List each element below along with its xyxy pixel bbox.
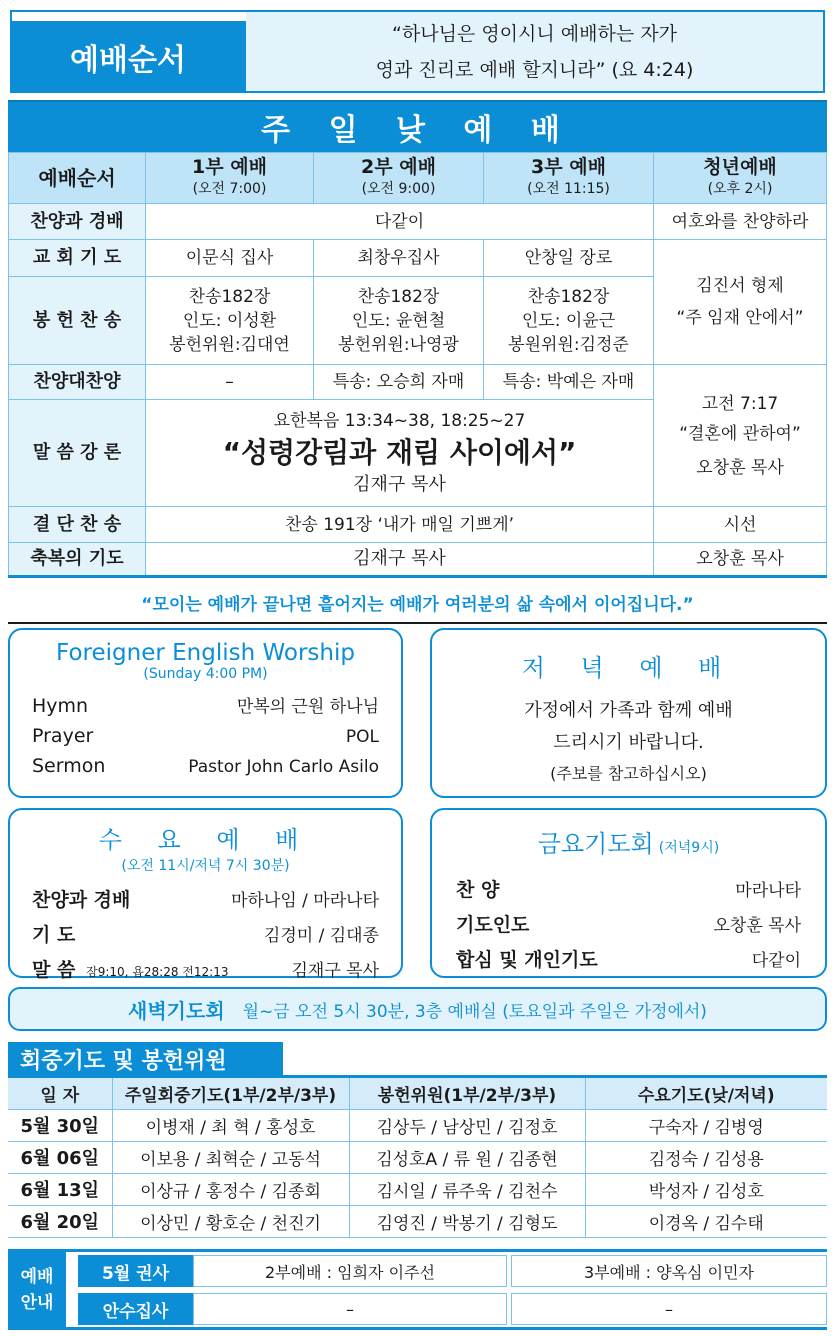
row-prayer [9,240,827,277]
choir-3: 특송: 박예은 자매 [484,365,654,400]
english-row: Prayer POL [32,725,379,747]
guide-row1-b: 3부예배 : 양옥심 이민자 [511,1255,827,1287]
row-label: 찬양대찬양 [9,365,146,400]
wednesday-row: 말 씀 잠9:10, 욥28:28 전12:13 김재구 목사 [32,959,379,981]
evening-line-2: 드리시기 바랍니다. [553,732,704,753]
sunday-table [8,152,827,578]
header-quote [246,12,823,91]
prayer-roster-table [8,1078,827,1238]
column-order: 예배순서 [9,153,146,204]
row-label: 말 씀 강 론 [9,400,146,507]
guide-row1-label: 5월 권사 [78,1255,193,1287]
table-header-row [9,153,827,204]
praise-all: 다같이 [146,204,654,240]
column-service-3: 3부 예배 (오전 11:15) [484,153,654,204]
roster-col-offering: 봉헌위원(1부/2부/3부) [349,1078,585,1109]
evening-line-3: (주보를 참고하십시오) [550,764,707,783]
evening-title: 저 녁 예 배 [521,654,736,682]
row-label: 봉 헌 찬 송 [9,277,146,365]
table-row: 6월 20일 이상민 / 황호순 / 천진기 김영진 / 박봉기 / 김형도 이경옥 / 김수태 [8,1205,827,1237]
choir-1: – [146,365,314,400]
row-label: 찬양과 경배 [9,204,146,240]
wednesday-worship-box [8,808,403,981]
friday-row: 찬 양 마라나타 [456,879,801,901]
english-time: (Sunday 4:00 PM) [143,666,268,682]
roster-col-wednesday: 수요기도(낮/저녁) [585,1078,827,1109]
guide-row2-a: – [193,1293,507,1325]
evening-worship-box [430,628,827,798]
guide-side-label: 예배 안내 [8,1252,66,1327]
prayer-2: 최창우집사 [314,240,484,277]
benediction-all: 김재구 목사 [146,543,654,577]
worship-guide [8,1249,827,1330]
prayer-1: 이문식 집사 [146,240,314,277]
column-youth: 청년예배 (오후 2시) [654,153,827,204]
english-row: Hymn 만복의 근원 하나님 [32,695,379,717]
row-praise [9,204,827,240]
table-row: 5월 30일 이병재 / 최 혁 / 홍성호 김상두 / 남상민 / 김정호 구숙자 / 김병영 [8,1109,827,1141]
guide-row1-a: 2부예배 : 임희자 이주선 [193,1255,507,1287]
row-label: 축복의 기도 [9,543,146,577]
evening-line-1: 가정에서 가족과 함께 예배 [524,700,733,721]
row-label: 결 단 찬 송 [9,507,146,543]
benediction-youth: 오창훈 목사 [654,543,827,577]
dawn-text: 월~금 오전 5시 30분, 3층 예배실 (토요일과 주일은 가정에서) [242,1001,707,1022]
wednesday-time: (오전 11시/저녁 7시 30분) [121,858,290,874]
roster-col-sunday: 주일회중기도(1부/2부/3부) [112,1078,349,1109]
row-choir [9,365,827,400]
wednesday-title: 수 요 예 배 [98,826,313,854]
divider [8,622,827,624]
sermon-youth: 고전 7:17 “결혼에 관하여” 오창훈 목사 [654,365,827,507]
english-title: Foreigner English Worship [56,640,355,666]
roster-col-date: 일 자 [8,1078,112,1109]
prayer-3: 안창일 장로 [484,240,654,277]
friday-row: 합심 및 개인기도 다같이 [456,949,801,971]
offering-3: 찬송182장 인도: 이윤근 봉원위원:김정준 [484,277,654,365]
quote-line-2: 영과 진리로 예배 할지니라” (요 4:24) [375,58,694,81]
table-row: 6월 06일 이보용 / 최혁순 / 고동석 김성호A / 류 원 / 김종현 김정숙 / 김성용 [8,1141,827,1173]
row-closing [9,507,827,543]
row-label: 교 회 기 도 [9,240,146,277]
praise-youth: 여호와를 찬양하라 [654,204,827,240]
english-worship-box [8,628,403,798]
prayer-roster-tab: 회중기도 및 봉헌위원 [8,1042,283,1076]
friday-heading: 금요기도회 (저녁9시) [537,830,720,858]
friday-row: 기도인도 오창훈 목사 [456,914,801,936]
closing-youth: 시선 [654,507,827,543]
dawn-prayer-bar [8,987,827,1031]
choir-2: 특송: 오승희 자매 [314,365,484,400]
column-service-2: 2부 예배 (오전 9:00) [314,153,484,204]
page-title: 예배순서 [10,21,246,92]
roster-header-row [8,1078,827,1109]
sermon-preacher: 김재구 목사 [353,474,446,495]
offering-youth: 김진서 형제 “주 임재 안에서” [654,240,827,365]
guide-row2-label: 안수집사 [78,1293,193,1325]
quote-line-1: “하나님은 영이시니 예배하는 자가 [392,22,677,45]
dawn-title: 새벽기도회 [128,998,225,1023]
sermon-title: “성령강림과 재림 사이에서” [222,436,577,469]
wednesday-row: 찬양과 경배 마하나임 / 마라나타 [32,889,379,911]
row-benediction [9,543,827,577]
guide-row2-b: – [511,1293,827,1325]
offering-2: 찬송182장 인도: 윤현철 봉헌위원:나영광 [314,277,484,365]
table-row: 6월 13일 이상규 / 홍정수 / 김종회 김시일 / 류주욱 / 김천수 박성자 / 김성호 [8,1173,827,1205]
wednesday-row: 기 도 김경미 / 김대종 [32,924,379,946]
closing-all: 찬송 191장 ‘내가 매일 기쁘게’ [146,507,654,543]
sermon-scripture: 요한복음 13:34~38, 18:25~27 [273,411,526,431]
sunday-banner: 주 일 낮 예 배 [8,100,827,152]
column-service-1: 1부 예배 (오전 7:00) [146,153,314,204]
closing-note: “모이는 예배가 끝나면 흩어지는 예배가 여러분의 삶 속에서 이어집니다.” [141,595,694,615]
english-row: Sermon Pastor John Carlo Asilo [32,755,379,777]
friday-prayer-box [430,808,827,978]
sermon-main [146,400,654,507]
offering-1: 찬송182장 인도: 이성환 봉헌위원:김대연 [146,277,314,365]
